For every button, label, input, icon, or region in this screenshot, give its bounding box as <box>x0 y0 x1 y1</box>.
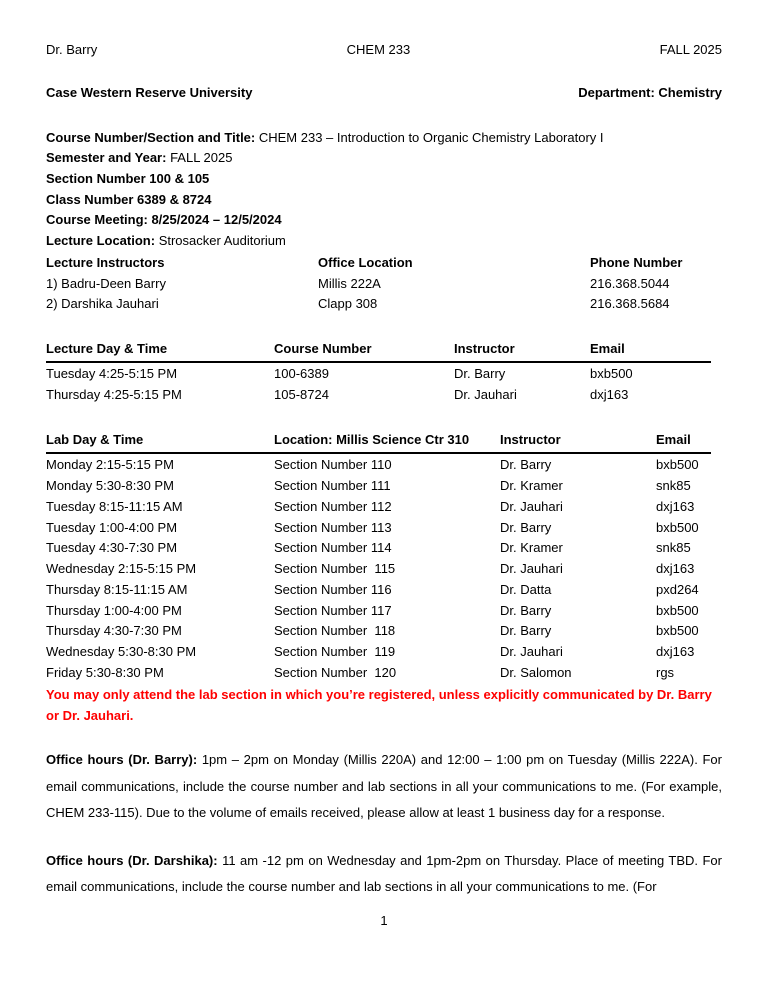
course-info-line <box>46 148 722 169</box>
lab-attendance-notice: You may only attend the lab section in which you’re registered, unless explicitly communicated by Dr. Barry or Dr. Jauhari. <box>46 686 712 723</box>
table-row <box>46 559 711 580</box>
lab-section-number: Section Number 110 <box>274 457 392 473</box>
lab-email: rgs <box>656 665 675 681</box>
course-info-label: Course Meeting: 8/25/2024 – 12/5/2024 <box>46 212 282 228</box>
lab-day-time: Friday 5:30-8:30 PM <box>46 665 164 681</box>
lecture-col-instructor: Instructor <box>454 339 590 362</box>
lecture-course-number: 100-6389 <box>274 365 329 381</box>
lab-instructor: Dr. Barry <box>500 519 552 535</box>
lecture-col-day: Lecture Day & Time <box>46 339 274 362</box>
lecture-instructor: Dr. Barry <box>454 365 506 381</box>
table-row <box>46 476 711 497</box>
lecture-table-header-row <box>46 339 711 362</box>
lab-day-time: Tuesday 8:15-11:15 AM <box>46 498 183 514</box>
header-term: FALL 2025 <box>659 42 722 57</box>
lab-col-email: Email <box>656 430 711 453</box>
course-info-label: Course Number/Section and Title: <box>46 129 256 145</box>
table-row <box>46 518 711 539</box>
table-row <box>46 601 711 622</box>
lecture-col-email: Email <box>590 339 711 362</box>
instructor-phone: 216.368.5684 <box>590 296 670 312</box>
university-name: Case Western Reserve University <box>46 84 253 100</box>
table-row <box>46 580 711 601</box>
instructor-row <box>46 294 722 315</box>
lab-section-number: Section Number 118 <box>274 623 396 639</box>
lab-instructor: Dr. Kramer <box>500 540 563 556</box>
lab-day-time: Tuesday 4:30-7:30 PM <box>46 540 178 556</box>
lab-table-body <box>46 453 711 684</box>
course-info-label: Semester and Year: <box>46 150 167 166</box>
lab-day-time: Thursday 8:15-11:15 AM <box>46 581 188 597</box>
lab-day-time: Wednesday 2:15-5:15 PM <box>46 561 197 577</box>
lab-instructor: Dr. Datta <box>500 581 552 597</box>
office-hours-darshika-label: Office hours (Dr. Darshika): <box>46 852 218 868</box>
course-info-block <box>46 128 722 252</box>
lab-instructor: Dr. Jauhari <box>500 561 563 577</box>
lab-col-day: Lab Day & Time <box>46 430 274 453</box>
instructors-rows <box>46 274 722 315</box>
lab-email: dxj163 <box>656 498 695 514</box>
lecture-col-number: Course Number <box>274 339 454 362</box>
lab-email: bxb500 <box>656 519 699 535</box>
lab-email: pxd264 <box>656 581 699 597</box>
lab-section-number: Section Number 111 <box>274 477 391 493</box>
lab-instructor: Dr. Barry <box>500 623 552 639</box>
lab-day-time: Thursday 4:30-7:30 PM <box>46 623 182 639</box>
table-row <box>46 362 711 385</box>
lab-day-time: Wednesday 5:30-8:30 PM <box>46 644 197 660</box>
table-row <box>46 621 711 642</box>
course-info-value: CHEM 233 – Introduction to Organic Chemistry Laboratory I <box>255 129 604 145</box>
instructor-name: 1) Badru-Deen Barry <box>46 275 166 291</box>
table-row <box>46 538 711 559</box>
lecture-schedule-table <box>46 339 711 405</box>
table-row <box>46 385 711 406</box>
instructor-office: Millis 222A <box>318 275 381 291</box>
lab-instructor: Dr. Jauhari <box>500 644 563 660</box>
lecture-instructor: Dr. Jauhari <box>454 386 517 402</box>
lab-email: snk85 <box>656 540 691 556</box>
header-instructor: Dr. Barry <box>46 42 98 57</box>
lab-day-time: Monday 2:15-5:15 PM <box>46 457 174 473</box>
lab-instructor: Dr. Barry <box>500 602 552 618</box>
table-row <box>46 497 711 518</box>
lab-instructor: Dr. Barry <box>500 457 552 473</box>
table-row <box>46 663 711 684</box>
lecture-day-time: Thursday 4:25-5:15 PM <box>46 386 182 402</box>
lab-section-number: Section Number 113 <box>274 519 392 535</box>
course-info-value: FALL 2025 <box>166 150 233 166</box>
lecture-instructors-block <box>46 253 722 315</box>
table-row <box>46 642 711 663</box>
instructor-name: 2) Darshika Jauhari <box>46 296 159 312</box>
course-info-line <box>46 128 722 149</box>
lecture-course-number: 105-8724 <box>274 386 329 402</box>
lab-section-number: Section Number 115 <box>274 561 396 577</box>
lab-section-number: Section Number 116 <box>274 581 392 597</box>
office-hours-barry-text: 1pm – 2pm on Monday (Millis 220A) and 12:00 – 1:00 pm on Tuesday (Millis 222A). For email communications, include the course number and lab sections in all your communications to me. (For example, CHEM 233-115). Due to the volume of emails received, please allow at least 1 business day for a response. <box>46 752 722 821</box>
lab-email: bxb500 <box>656 457 699 473</box>
lab-section-number: Section Number 120 <box>274 665 397 681</box>
course-info-label: Class Number 6389 & 8724 <box>46 191 212 207</box>
table-row <box>46 453 711 476</box>
lab-col-instructor: Instructor <box>500 430 656 453</box>
lecture-email: dxj163 <box>590 386 629 402</box>
instructor-office: Clapp 308 <box>318 296 378 312</box>
lab-day-time: Thursday 1:00-4:00 PM <box>46 602 182 618</box>
lab-section-number: Section Number 114 <box>274 540 392 556</box>
lecture-email: bxb500 <box>590 365 633 381</box>
lab-email: bxb500 <box>656 602 699 618</box>
instructors-header-row <box>46 253 722 274</box>
course-info-label: Section Number 100 & 105 <box>46 171 210 186</box>
instructors-header-phone: Phone Number <box>590 254 683 270</box>
lab-day-time: Monday 5:30-8:30 PM <box>46 477 174 493</box>
lab-section-number: Section Number 117 <box>274 602 392 618</box>
instructor-phone: 216.368.5044 <box>590 275 670 291</box>
course-info-line <box>46 210 722 231</box>
lab-section-number: Section Number 112 <box>274 498 392 514</box>
course-info-label: Lecture Location: <box>46 233 156 249</box>
office-hours-barry-paragraph <box>46 747 722 827</box>
instructors-header-office: Office Location <box>318 254 413 270</box>
lecture-day-time: Tuesday 4:25-5:15 PM <box>46 365 178 381</box>
lab-instructor: Dr. Jauhari <box>500 498 563 514</box>
office-hours-darshika-text: 11 am -12 pm on Wednesday and 1pm-2pm on Thursday. Place of meeting TBD. For email communications, include the course number and lab sections in all your communications to me. (For <box>46 852 722 895</box>
course-info-line <box>46 231 722 252</box>
office-hours-barry-label: Office hours (Dr. Barry): <box>46 752 198 768</box>
lab-table-header-row <box>46 430 711 453</box>
course-info-line <box>46 190 722 211</box>
course-info-value: Strosacker Auditorium <box>155 233 286 249</box>
lab-section-number: Section Number 119 <box>274 644 396 660</box>
department-name: Department: Chemistry <box>578 84 722 100</box>
instructors-header-name: Lecture Instructors <box>46 254 165 270</box>
lab-email: snk85 <box>656 477 691 493</box>
lab-col-location: Location: Millis Science Ctr 310 <box>274 430 500 453</box>
running-header <box>46 40 722 61</box>
lab-instructor: Dr. Kramer <box>500 477 563 493</box>
institution-line <box>46 83 722 104</box>
page-number: 1 <box>380 913 388 929</box>
office-hours-darshika-paragraph <box>46 848 722 901</box>
lab-day-time: Tuesday 1:00-4:00 PM <box>46 519 178 535</box>
lab-instructor: Dr. Salomon <box>500 665 572 681</box>
lab-email: dxj163 <box>656 644 695 660</box>
course-info-line <box>46 169 722 190</box>
instructor-row <box>46 274 722 295</box>
lecture-table-body <box>46 362 711 406</box>
lab-schedule-table <box>46 430 711 684</box>
lab-email: bxb500 <box>656 623 699 639</box>
header-course-code: CHEM 233 <box>346 42 411 57</box>
lab-email: dxj163 <box>656 561 695 577</box>
